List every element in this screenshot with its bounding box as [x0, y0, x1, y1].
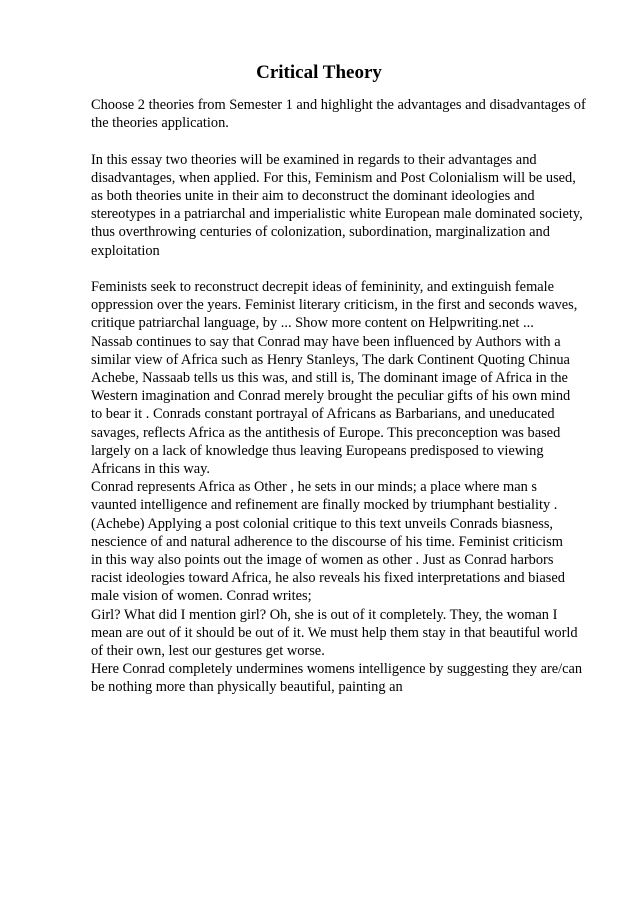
text-line: Africans in this way. — [91, 461, 210, 478]
text-line: stereotypes in a patriarchal and imperialistic white European male dominated society, — [91, 206, 583, 223]
text-line: exploitation — [91, 242, 160, 259]
paragraph — [91, 151, 601, 260]
text-line: disadvantages, when applied. For this, Feminism and Post Colonialism will be used, — [91, 169, 576, 186]
text-line: male vision of women. Conrad writes; — [91, 588, 312, 605]
text-line: savages, reflects Africa as the antithesis of Europe. This preconception was based — [91, 424, 561, 441]
document-body — [91, 96, 601, 697]
text-line: largely on a lack of knowledge thus leaving Europeans predisposed to viewing — [91, 442, 544, 459]
text-line: in this way also points out the image of women as other . Just as Conrad harbors — [91, 552, 554, 569]
paragraph-gap — [91, 260, 601, 278]
text-line: Choose 2 theories from Semester 1 and highlight the advantages and disadvantages of — [91, 97, 586, 113]
text-line: the theories application. — [91, 115, 229, 132]
text-line: Feminists seek to reconstruct decrepit ideas of femininity, and extinguish female — [91, 279, 555, 295]
text-line: critique patriarchal language, by ... Show more content on Helpwriting.net ... — [91, 315, 534, 332]
text-line: Achebe, Nassaab tells us this was, and still is, The dominant image of Africa in the — [91, 370, 568, 387]
paragraph-gap — [91, 132, 601, 150]
text-line: Conrad represents Africa as Other , he sets in our minds; a place where man s — [91, 479, 537, 496]
document-title: Critical Theory — [256, 62, 382, 83]
text-line: racist ideologies toward Africa, he also reveals his fixed interpretations and biased — [91, 570, 565, 587]
paragraph — [91, 278, 601, 697]
text-line: Western imagination and Conrad merely brought the peculiar gifts of his own mind — [91, 388, 571, 405]
text-line: similar view of Africa such as Henry Stanleys, The dark Continent Quoting Chinua — [91, 351, 570, 368]
text-line: mean are out of it should be out of it. We must help them stay in that beautiful world — [91, 624, 578, 641]
text-line: Girl? What did I mention girl? Oh, she is out of it completely. They, the woman I — [91, 606, 558, 623]
text-line: to bear it . Conrads constant portrayal of Africans as Barbarians, and uneducated — [91, 406, 555, 423]
text-line: vaunted intelligence and refinement are finally mocked by triumphant bestiality . — [91, 497, 558, 514]
paragraph — [91, 96, 601, 132]
text-line: as both theories unite in their aim to deconstruct the dominant ideologies and — [91, 188, 535, 204]
text-line: thus overthrowing centuries of colonization, subordination, marginalization and — [91, 224, 550, 241]
text-line: Here Conrad completely undermines womens intelligence by suggesting they are/can — [91, 661, 583, 678]
text-line: oppression over the years. Feminist literary criticism, in the first and seconds waves, — [91, 297, 578, 314]
text-line: nescience of and natural adherence to the discourse of his time. Feminist criticism — [91, 533, 563, 550]
text-line: of their own, lest our gestures get worse. — [91, 643, 325, 660]
text-line: In this essay two theories will be examined in regards to their advantages and — [91, 151, 537, 168]
text-line: be nothing more than physically beautiful, painting an — [91, 679, 403, 696]
text-line: (Achebe) Applying a post colonial critique to this text unveils Conrads biasness, — [91, 515, 554, 532]
text-line: Nassab continues to say that Conrad may have been influenced by Authors with a — [91, 333, 561, 350]
